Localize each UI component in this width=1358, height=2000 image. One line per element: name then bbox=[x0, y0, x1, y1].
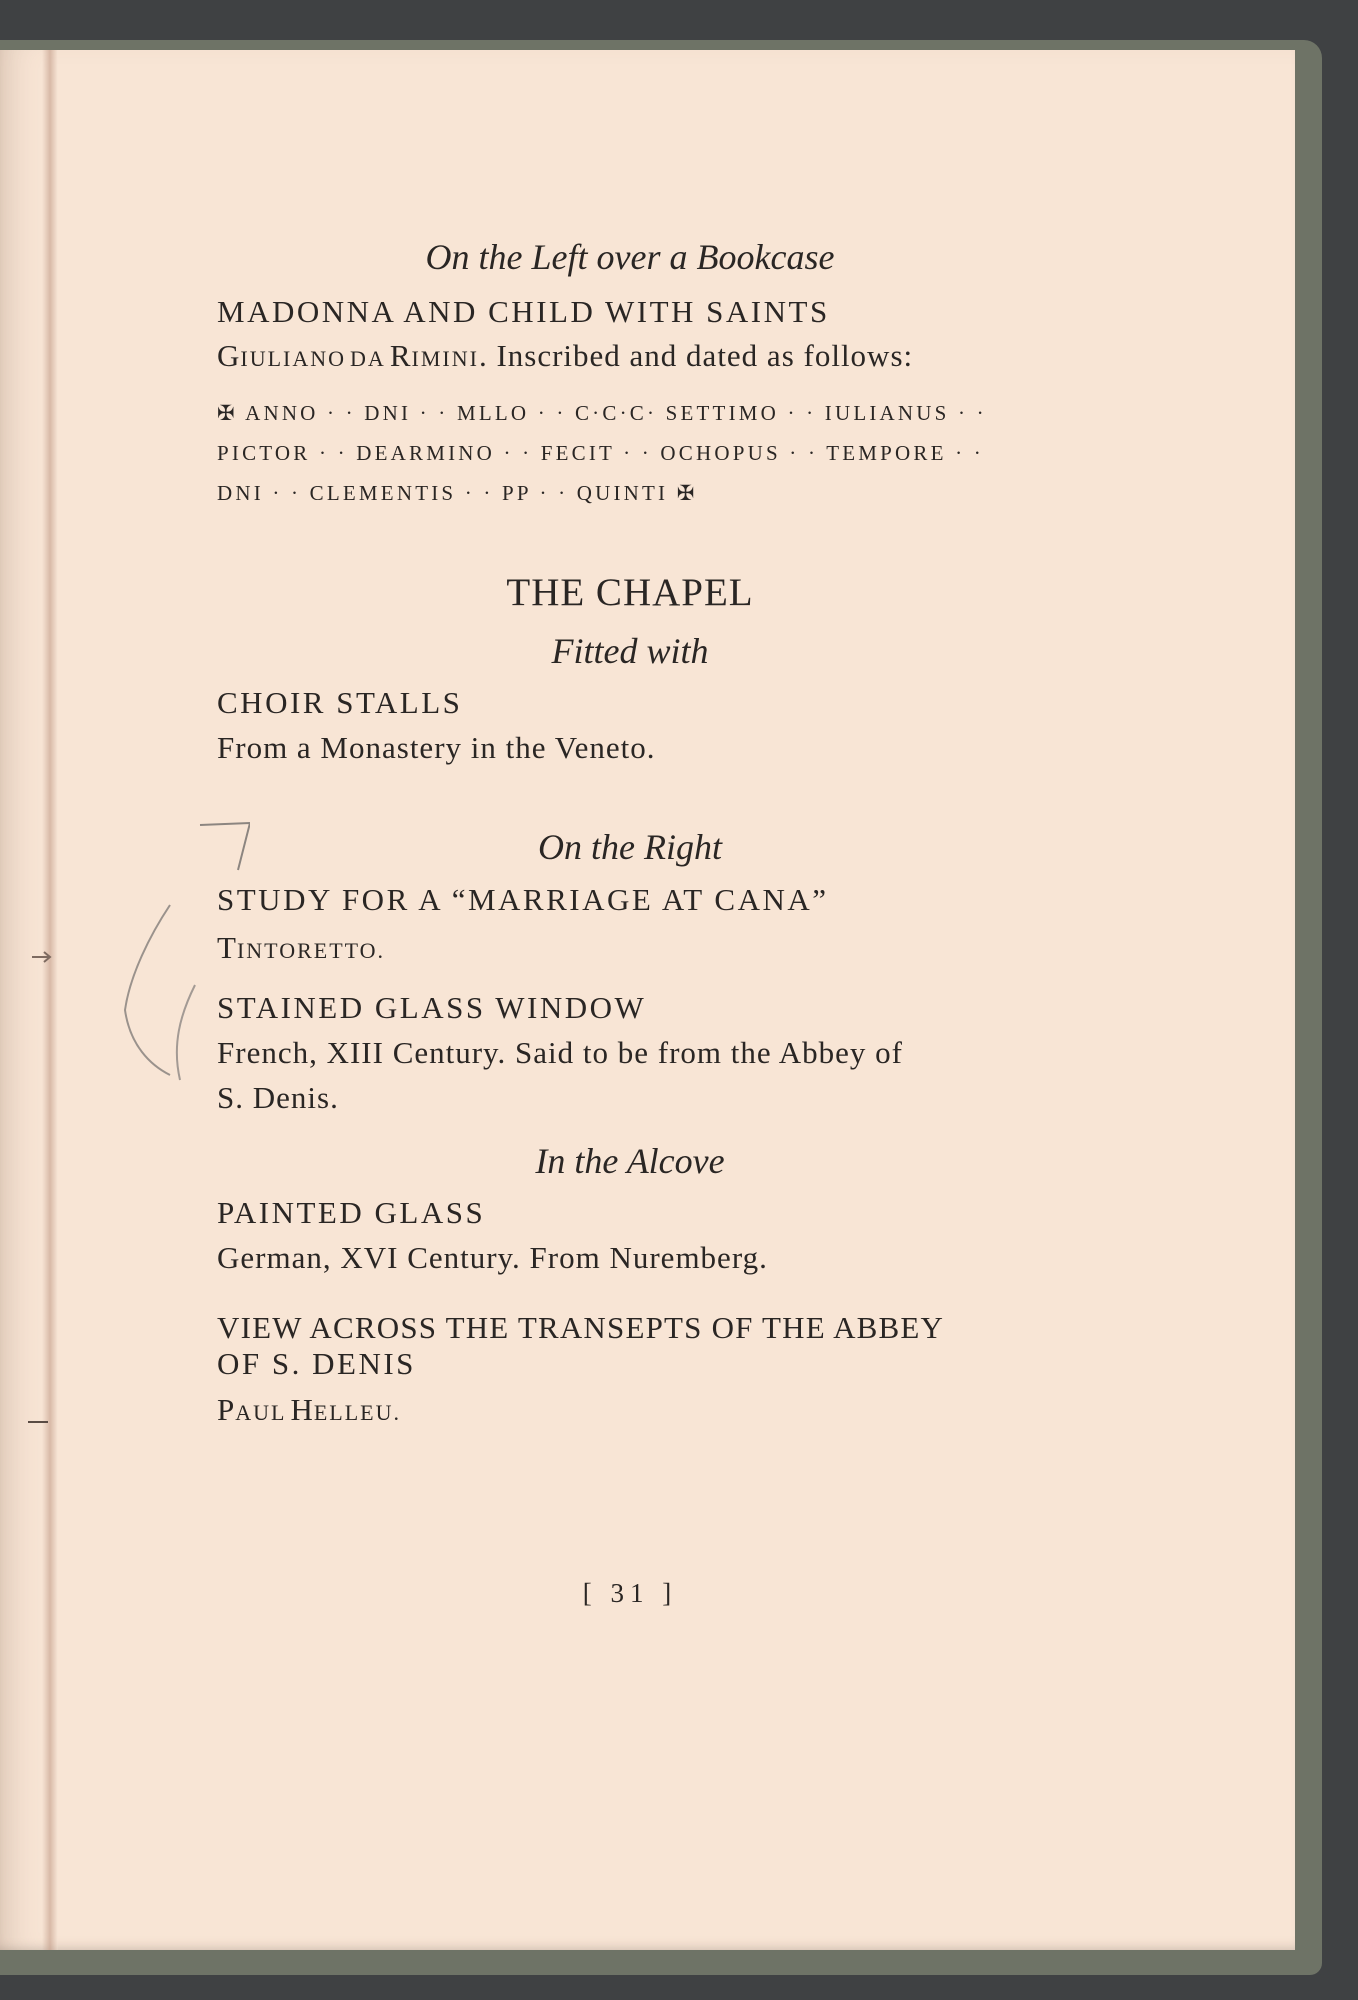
entry-note-stained-glass-2: S. Denis. bbox=[217, 1080, 339, 1115]
pencil-bracket-mark bbox=[110, 815, 250, 1115]
entry-note-choir-stalls: From a Monastery in the Veneto. bbox=[217, 730, 656, 765]
artist-smallcaps: IMINI bbox=[411, 346, 479, 371]
section-heading-alcove: In the Alcove bbox=[535, 1141, 725, 1181]
page-number: [ 31 ] bbox=[582, 1578, 678, 1608]
artist-smallcaps: ELLEU. bbox=[313, 1400, 402, 1425]
entry-artist-helleu bbox=[217, 1392, 401, 1428]
artist-smallcaps: INTORETTO. bbox=[236, 938, 386, 963]
entry-title-view-transepts-2: OF S. DENIS bbox=[217, 1346, 416, 1381]
section-heading-left-bookcase: On the Left over a Bookcase bbox=[425, 237, 835, 277]
artist-initial: T bbox=[217, 930, 237, 965]
entry-note-stained-glass-1: French, XIII Century. Said to be from the Abbey of bbox=[217, 1035, 903, 1070]
page-gutter bbox=[42, 50, 58, 1950]
artist-initial: R bbox=[389, 338, 412, 373]
entry-note-inscribed: . Inscribed and dated as follows: bbox=[478, 338, 914, 373]
entry-title-painted-glass: PAINTED GLASS bbox=[217, 1195, 486, 1230]
artist-initial: H bbox=[290, 1392, 314, 1427]
page-nick-mark bbox=[30, 950, 54, 964]
inscription-line: ✠ ANNO · · DNI · · MLLO · · C·C·C· SETTIMO · · IULIANUS · · bbox=[217, 401, 987, 425]
artist-smallcaps: IULIANO bbox=[240, 346, 347, 371]
entry-title-stained-glass: STAINED GLASS WINDOW bbox=[217, 990, 647, 1025]
inscription-line: PICTOR · · DEARMINO · · FECIT · · OCHOPUS · · TEMPORE · · bbox=[217, 441, 984, 465]
entry-title-madonna: MADONNA AND CHILD WITH SAINTS bbox=[217, 294, 830, 329]
page-nick-mark bbox=[26, 1417, 50, 1427]
entry-title-study-cana: STUDY FOR A “MARRIAGE AT CANA” bbox=[217, 882, 829, 917]
inscription-line: DNI · · CLEMENTIS · · PP · · QUINTI ✠ bbox=[217, 481, 698, 505]
entry-artist-line-giuliano bbox=[217, 338, 913, 374]
entry-note-painted-glass: German, XVI Century. From Nuremberg. bbox=[217, 1240, 768, 1275]
section-heading-on-right: On the Right bbox=[538, 827, 722, 867]
entry-title-choir-stalls: CHOIR STALLS bbox=[217, 685, 463, 720]
artist-initial: G bbox=[217, 338, 241, 373]
artist-smallcaps: DA bbox=[350, 346, 386, 371]
artist-initial: P bbox=[217, 1392, 236, 1427]
section-heading-chapel: THE CHAPEL bbox=[506, 571, 754, 614]
entry-title-view-transepts-1: VIEW ACROSS THE TRANSEPTS OF THE ABBEY bbox=[217, 1310, 945, 1345]
section-subheading-fitted: Fitted with bbox=[551, 631, 709, 671]
artist-smallcaps: AUL bbox=[235, 1400, 287, 1425]
